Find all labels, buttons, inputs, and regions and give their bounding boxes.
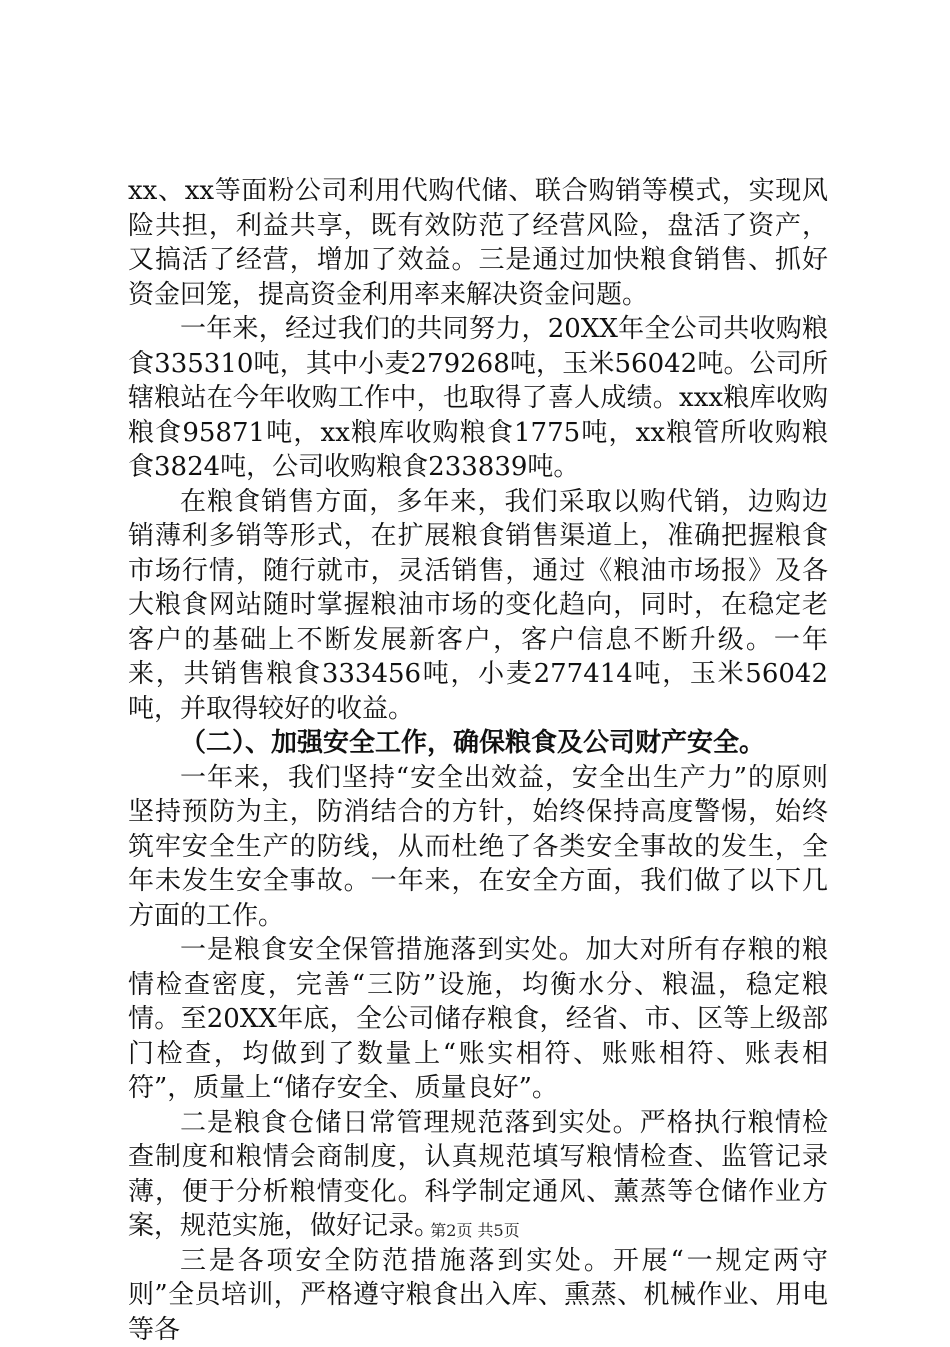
paragraph-safety-storage: 一是粮食安全保管措施落到实处。加大对所有存粮的粮情检查密度，完善“三防”设施，均衡水分、粮温，稳定粮情。至20XX年底，全公司储存粮食，经省、市、区等上级部门检查，均做到了数量上“账实相符、账账相符、账表相符”，质量上“储存安全、质量良好”。: [128, 933, 828, 1106]
paragraph-safety-intro: 一年来，我们坚持“安全出效益，安全出生产力”的原则坚持预防为主，防消结合的方针，始终保持高度警惕，始终筑牢安全生产的防线，从而杜绝了各类安全事故的发生，全年未发生安全事故。一年来，在安全方面，我们做了以下几方面的工作。: [128, 761, 828, 934]
paragraph-warehouse-management: 二是粮食仓储日常管理规范落到实处。严格执行粮情检查制度和粮情会商制度，认真规范填写粮情检查、监管记录薄，便于分析粮情变化。科学制定通风、薰蒸等仓储作业方案，规范实施，做好记录。: [128, 1106, 828, 1244]
paragraph-continuation: xx、xx等面粉公司利用代购代储、联合购销等模式，实现风险共担，利益共享，既有效防范了经营风险，盘活了资产，又搞活了经营，增加了效益。三是通过加快粮食销售、抓好资金回笼，提高资金利用率来解决资金问题。: [128, 174, 828, 312]
paragraph-sales: 在粮食销售方面，多年来，我们采取以购代销，边购边销薄利多销等形式，在扩展粮食销售渠道上，准确把握粮食市场行情，随行就市，灵活销售，通过《粮油市场报》及各大粮食网站随时掌握粮油市场的变化趋向，同时，在稳定老客户的基础上不断发展新客户，客户信息不断升级。一年来，共销售粮食333456吨，小麦277414吨，玉米56042吨，并取得较好的收益。: [128, 485, 828, 727]
section-heading: （二）、加强安全工作，确保粮食及公司财产安全。: [128, 726, 828, 761]
paragraph-safety-measures: 三是各项安全防范措施落到实处。开展“一规定两守则”全员培训，严格遵守粮食出入库、熏蒸、机械作业、用电等各: [128, 1244, 828, 1347]
document-body: [128, 174, 828, 1347]
paragraph-purchase-results: 一年来，经过我们的共同努力，20XX年全公司共收购粮食335310吨，其中小麦279268吨，玉米56042吨。公司所辖粮站在今年收购工作中，也取得了喜人成绩。xxx粮库收购粮食95871吨，xx粮库收购粮食1775吨，xx粮管所收购粮食3824吨，公司收购粮食233839吨。: [128, 312, 828, 485]
page-number-footer: 第2页 共5页: [0, 1218, 950, 1241]
